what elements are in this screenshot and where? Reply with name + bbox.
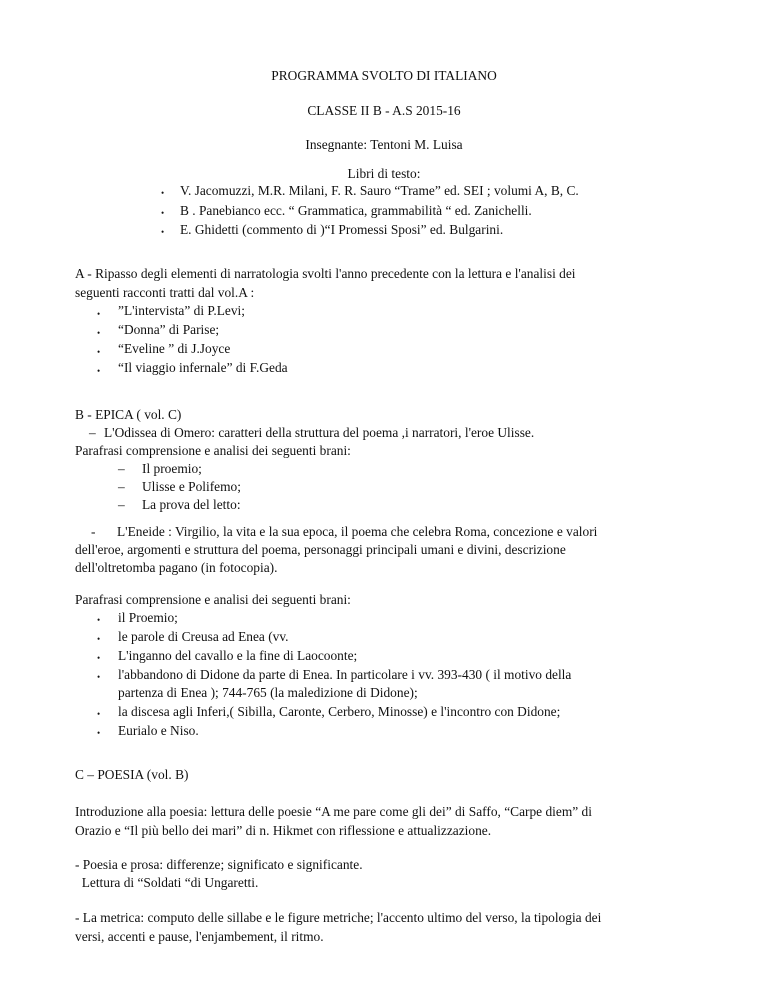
dash-icon: – bbox=[118, 479, 125, 494]
list-item: ”L'intervista” di P.Levi; bbox=[118, 303, 245, 318]
parafrasi-heading: Parafrasi comprensione e analisi dei seguenti brani: bbox=[75, 592, 351, 607]
bullet-icon: • bbox=[97, 728, 101, 738]
list-item: “Donna” di Parise; bbox=[118, 322, 220, 337]
list-item: Eurialo e Niso. bbox=[118, 723, 199, 738]
teacher-line: Insegnante: Tentoni M. Luisa bbox=[305, 137, 463, 152]
books-heading: Libri di testo: bbox=[347, 166, 421, 181]
list-item-cont: partenza di Enea ); 744-765 (la maledizione di Didone); bbox=[118, 685, 418, 700]
metrica-cont: versi, accenti e pause, l'enjambement, il ritmo. bbox=[75, 929, 324, 944]
document-title: PROGRAMMA SVOLTO DI ITALIANO bbox=[271, 68, 497, 83]
metrica: - La metrica: computo delle sillabe e le figure metriche; l'accento ultimo del verso, la tipologia dei bbox=[75, 910, 602, 925]
eneide-description-cont: dell'eroe, argomenti e struttura del poema, personaggi principali umani e divini, descrizione bbox=[75, 542, 566, 557]
section-a-intro: A - Ripasso degli elementi di narratologia svolti l'anno precedente con la lettura e l'analisi dei bbox=[75, 266, 576, 281]
bullet-icon: • bbox=[97, 309, 101, 319]
book-item: V. Jacomuzzi, M.R. Milani, F. R. Sauro “Trame” ed. SEI ; volumi A, B, C. bbox=[180, 183, 579, 198]
bullet-icon: • bbox=[97, 347, 101, 357]
book-item: B . Panebianco ecc. “ Grammatica, grammabilità “ ed. Zanichelli. bbox=[180, 203, 532, 218]
eneide-description: L'Eneide : Virgilio, la vita e la sua epoca, il poema che celebra Roma, concezione e valori bbox=[117, 524, 598, 539]
dash-icon: - bbox=[91, 524, 96, 539]
poesia-prosa: - Poesia e prosa: differenze; significato e significante. bbox=[75, 857, 363, 872]
dash-icon: – bbox=[118, 461, 125, 476]
list-item: l'abbandono di Didone da parte di Enea. In particolare i vv. 393-430 ( il motivo della bbox=[118, 667, 572, 682]
bullet-icon: • bbox=[161, 227, 165, 237]
eneide-description-cont: dell'oltretomba pagano (in fotocopia). bbox=[75, 560, 278, 575]
bullet-icon: • bbox=[97, 634, 101, 644]
dash-icon: – bbox=[89, 425, 96, 440]
poesia-prosa-cont: Lettura di “Soldati “di Ungaretti. bbox=[75, 875, 259, 890]
book-item: E. Ghidetti (commento di )“I Promessi Sposi” ed. Bulgarini. bbox=[180, 222, 504, 237]
dash-icon: – bbox=[118, 497, 125, 512]
bullet-icon: • bbox=[97, 328, 101, 338]
section-c-title: C – POESIA (vol. B) bbox=[75, 767, 189, 782]
list-item: Ulisse e Polifemo; bbox=[142, 479, 241, 494]
list-item: L'inganno del cavallo e la fine di Laocoonte; bbox=[118, 648, 358, 663]
list-item: le parole di Creusa ad Enea (vv. bbox=[118, 629, 289, 644]
poesia-intro-cont: Orazio e “Il più bello dei mari” di n. Hikmet con riflessione e attualizzazione. bbox=[75, 823, 492, 838]
section-a-intro-cont: seguenti racconti tratti dal vol.A : bbox=[75, 285, 255, 300]
list-item: “Il viaggio infernale” di F.Geda bbox=[118, 360, 288, 375]
bullet-icon: • bbox=[161, 208, 165, 218]
bullet-icon: • bbox=[97, 709, 101, 719]
list-item: La prova del letto: bbox=[142, 497, 241, 512]
list-item: Il proemio; bbox=[142, 461, 202, 476]
bullet-icon: • bbox=[97, 672, 101, 682]
list-item: il Proemio; bbox=[118, 610, 178, 625]
bullet-icon: • bbox=[161, 188, 165, 198]
list-item: “Eveline ” di J.Joyce bbox=[118, 341, 231, 356]
bullet-icon: • bbox=[97, 366, 101, 376]
poesia-intro: Introduzione alla poesia: lettura delle poesie “A me pare come gli dei” di Saffo, “Carpe diem” di bbox=[75, 804, 592, 819]
bullet-icon: • bbox=[97, 615, 101, 625]
section-b-title: B - EPICA ( vol. C) bbox=[75, 407, 182, 422]
class-line: CLASSE II B - A.S 2015-16 bbox=[307, 103, 461, 118]
odissea-description: L'Odissea di Omero: caratteri della struttura del poema ,i narratori, l'eroe Ulisse. bbox=[104, 425, 535, 440]
bullet-icon: • bbox=[97, 653, 101, 663]
list-item: la discesa agli Inferi,( Sibilla, Caronte, Cerbero, Minosse) e l'incontro con Didone; bbox=[118, 704, 561, 719]
parafrasi-heading: Parafrasi comprensione e analisi dei seguenti brani: bbox=[75, 443, 351, 458]
